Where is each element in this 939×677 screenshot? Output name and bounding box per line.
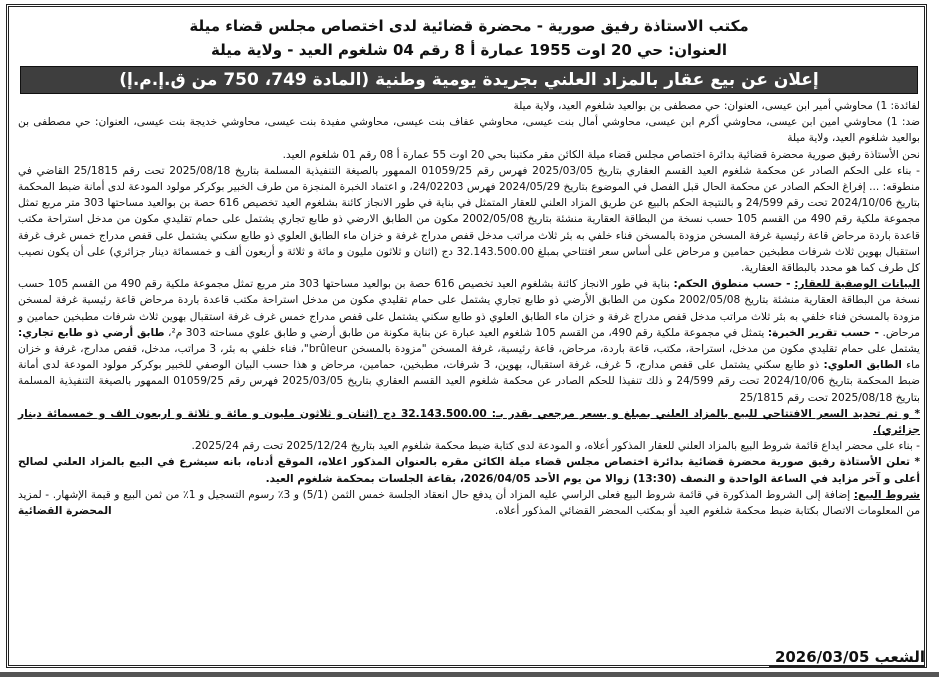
desc-label: البيانات الوصفية للعقار:	[794, 278, 921, 291]
for-party: لفائدة: 1) محاوشي أمير ابن عيسى، العنوان: حي مصطفى بن بوالعيد شلغوم العيد، ولاية ميلة	[513, 100, 920, 112]
desc-expert-1: يتمثل في مجموعة ملكية رقم 490، من القسم 105 شلغوم العيد عبارة عن بناية مكونة من طابق أرضي و طابق علوي مساحته 303 م²،	[168, 326, 765, 339]
notice-banner: إعلان عن بيع عقار بالمزاد العلني بجريدة يومية وطنية (المادة 749، 750 من ق.إ.م.إ)	[20, 66, 918, 94]
deposit: - بناء على محضر ايداع قائمة شروط البيع بالمزاد العلني للعقار المذكور أعلاه، و المودعة لدى كتابة ضبط محكمة شلغوم العيد بتاريخ 2025/12/24 تحت رقم 2025/24.	[191, 440, 920, 453]
legal-notice	[18, 14, 920, 519]
office-address: العنوان: حي 20 اوت 1955 عمارة أ 8 رقم 04 شلغوم العيد - ولاية ميلة	[211, 41, 727, 59]
desc-expert-2: يشتمل على حمام تقليدي مكون من مدخل، استراحة، مكتب، قاعة باردة، مرحاض، قاعة رئيسية، غرفة المسخن "مزودة بالمسخن brûleur"، فناء خلفي به بئر، 3 مراتب، مدخل، قفص مدارج، غرفة و خزان ماء	[18, 343, 921, 372]
office-title: مكتب الاستاذة رفيق صورية - محضرة قضائية لدى اختصاص مجلس قضاء ميلة	[189, 17, 749, 35]
opening-price: * و تم تحديد السعر الافتتاحي للبيع بالمزاد العلني بمبلغ و بسعر مرجعي يقدر بـ: 32.143.500.00 دج (اثنان و ثلاثون مليون و مائة و ثلاثة و اربعون الف و خمسمائة دينار جزائري).	[18, 407, 921, 437]
desc-judgment: بناية في طور الانجاز كائنة بشلغوم العيد تخصيص 616 حصة بن بوالعيد مساحتها 303 متر مربع تمثل مجموعة ملكية رقم 490 من القسم 105 حسب نسخة من البطاقة العقارية منشئة بتاريخ 2002/05/08 مكون من الطابق الأرضي ذو طابع تجاري يشتمل على حمام تقليدي مكون من مدخل استراحة مكتب قاعدة باردة مرحاض قاعة رئيسية غرفة لمسخن مزودة بالمسخن فناء خلفي به بئر ثلاث مراتب مدخل قفص مدراج غرفة و خزان ماء الطابق العلوي ذو طابع سكني يشتمل على قفص مدراج خمس غرف غرفة استقبال بهوين ثلاث شرفات مطبخين حمامين و مرحاض.	[18, 278, 920, 339]
ground-label: طابق أرضي ذو طابع تجاري:	[18, 326, 165, 339]
notice-body	[18, 98, 920, 519]
bottom-rule	[0, 672, 939, 677]
newspaper-date: الشعب 2026/03/05	[769, 648, 925, 667]
against-party: ضد: 1) محاوشي امين ابن عيسى، محاوشي أكرم ابن عيسى، محاوشي أمال بنت عيسى، محاوشي عفاف بنت عيسى، محاوشي مفيدة بنت عيسى، محاوشي خديجة بنت عيسى، العنوان: حي مصطفى بن بوالعيد شلغوم العيد، ولاية ميلة	[18, 116, 920, 145]
description	[18, 276, 920, 406]
terms-text: إضافة إلى الشروط المذكورة في قائمة شروط البيع فعلى الراسي عليه المزاد أن يدفع حال انعقاد الجلسة خمس الثمن (5/1) و 3٪ رسوم التسجيل و 1٪ من ثمن البيع و قيمة الإشهار. - لمزيد من المعلومات الاتصال بكتابة ضبط محكمة شلغوم العيد أو بمكتب المحضر القضائي المذكور أعلاه.	[18, 488, 920, 518]
desc-expert-label: - حسب تقرير الخبرة:	[767, 326, 879, 339]
intro: نحن الأستاذة رفيق صورية محضرة قضائية بدائرة اختصاص مجلس قضاء ميلة الكائن مقر مكتبنا بحي 20 اوت 55 عمارة أ 08 رقم 01 شلغوم العيد.	[282, 148, 920, 161]
upper-label: الطابق العلوي:	[823, 359, 902, 372]
judgment: - بناء على الحكم الصادر عن محكمة شلغوم العيد القسم العقاري بتاريخ 2025/03/05 فهرس رقم 01059/25 الممهور بالصيغة التنفيذية المسلمة بتاريخ 2025/08/18 تحت رقم 25/1815 القاضي في منطوقه: ... إفراغ الحكم الصادر عن محكمة الحال قبل الفصل في الموضوع بتاريخ 2024/05/29 فهرس 24/02203، و اعتماد الخبرة المنجزة من طرف الخبير بوكركر مولود المودعة لدى أمانة ضبط المحكمة بتاريخ 2024/10/06 تحت رقم 24/599 و بالنتيجة الحكم بالبيع عن طريق المزاد العلني للعقار المتمثل في بناية في طور الانجاز كائنة بشلغوم العيد تخصيص 616 حصة بن بوالعيد مساحتها 303 متر مربع تمثل مجموعة ملكية رقم 490 من القسم 105 حسب نسخة من البطاقة العقارية منشئة بتاريخ 2002/05/08 مكون من الطابق الارضي ذو طابع تجاري يشتمل على حمام تقليدي مكون من مدخل استراحة مكتب قاعدة باردة مرحاض قاعة رئيسية غرفة المسخن مزودة بالمسخن فناء خلفي به بئر ثلاث مراتب مدخل قفص مدراج غرفة و خزان ماء الطابق العلوي ذو طابع سكني يشتمل على قفص مدراج خمس غرف غرفة استقبال بهوين ثلاث شرفات مطبخين حمامين و مرحاض على أساس سعر افتتاحي بمبلغ 32.143.500.00 دج (اثنان و ثلاثون مليون و مائة و ثلاثة و أربعون ألف و خمسمائة دينار جزائري) على أن يكون نصيب كل طرف كما هو محدد بالبطاقة العقارية.	[18, 164, 920, 275]
terms-label: شروط البيع:	[853, 488, 921, 501]
desc-judgment-label: - حسب منطوق الحكم:	[673, 278, 791, 291]
signature: المحضرة القضائية	[18, 505, 112, 518]
terms	[18, 487, 920, 519]
announcement: * تعلن الأستاذة رفيق صورية محضرة قضائية بدائرة اختصاص مجلس قضاء ميلة الكائن مقره بالعنوان المذكور اعلاه، الموقع أدناه، بانه سيشرع في البيع بالمزاد العلني لصالح أعلى و آخر مزايد في الساعة الواحدة و النصف (13:30) زوالا من يوم الأحد 2026/04/05، بقاعة الجلسات بمحكمة شلغوم العيد.	[18, 456, 920, 485]
desc-expert-3: ذو طابع سكني يشتمل على قفص مدارج، 5 غرف، غرفة استقبال، بهوين، 3 شرفات، مطبخين، حمامين، مرحاض و هذا حسب البيان الوصفي للخبير بوكركر مولود المودعة لدى أمانة ضبط المحكمة بتاريخ 2024/10/06 تحت رقم 24/599 و ذلك تنفيذا للحكم الصادر عن محكمة شلغوم العيد القسم العقاري بتاريخ 2025/03/05 فهرس رقم 01059/25 الممهور بالصيغة التنفيذية المسلمة بتاريخ 2025/08/18 تحت رقم 25/1815	[18, 359, 921, 404]
